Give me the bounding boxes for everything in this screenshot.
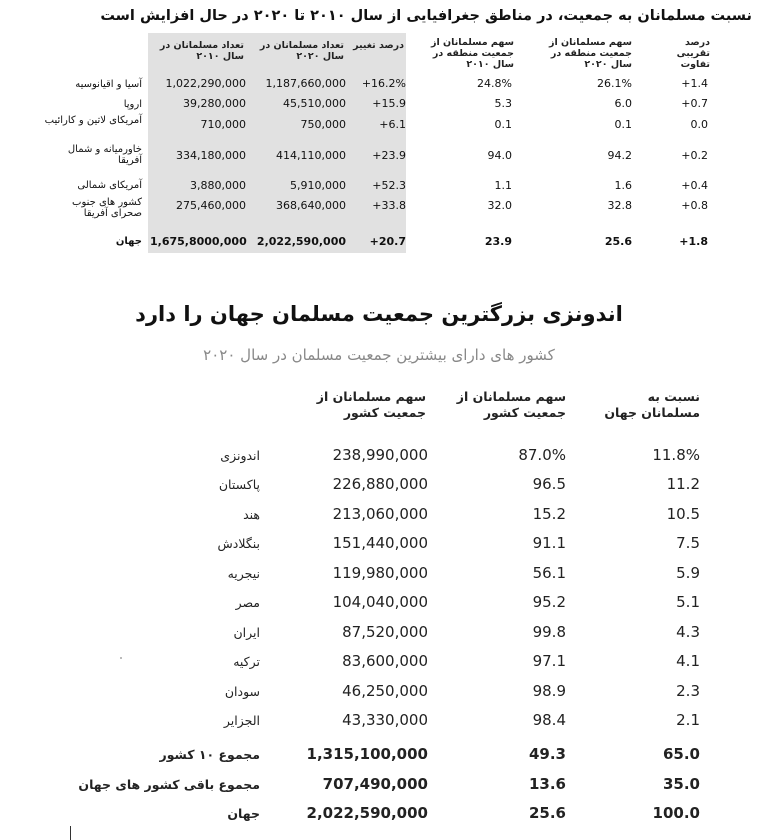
total-population: 2,022,590,000 (306, 804, 428, 822)
region-share-2020: 94.2 (607, 149, 632, 162)
country-label: ترکیه (233, 654, 260, 669)
region-label: کشور های جنوب صحرای آفریقا (72, 197, 142, 219)
region-label: آسیا و اقیانوسیه (75, 79, 142, 90)
total-label: جهان (227, 806, 260, 821)
region-diff: +0.4 (681, 179, 708, 192)
region-diff: +0.7 (681, 97, 708, 110)
stray-dot (120, 657, 122, 659)
region-pop-2020: 750,000 (300, 118, 346, 131)
region-diff: 0.0 (690, 118, 708, 131)
total-world-share: 35.0 (662, 775, 700, 793)
country-share: 15.2 (532, 505, 566, 523)
country-share: 98.4 (532, 711, 566, 729)
region-change: +16.2% (361, 77, 406, 90)
header-change: درصد تغییر (353, 40, 404, 51)
total-population: 1,315,100,000 (306, 745, 428, 763)
region-share-2020: 26.1% (597, 77, 632, 90)
country-share: 99.8 (532, 623, 566, 641)
header-pop-2010: تعداد مسلمانان در سال ۲۰۱۰ (159, 40, 244, 62)
country-label: ایران (233, 625, 260, 640)
country-population: 43,330,000 (342, 711, 428, 729)
region-change: +33.8 (372, 199, 406, 212)
region-change: +52.3 (372, 179, 406, 192)
region-share-2020: 1.6 (614, 179, 632, 192)
country-population: 119,980,000 (332, 564, 428, 582)
country-label: اندونزی (220, 448, 260, 463)
region-pop-2010: 710,000 (200, 118, 246, 131)
region-diff: +1.8 (679, 235, 708, 248)
region-table-title: نسبت مسلمانان به جمعیت، در مناطق جغرافیایی از سال ۲۰۱۰ تا ۲۰۲۰ در حال افزایش است (100, 8, 752, 24)
region-change: +15.9 (372, 97, 406, 110)
region-pop-2020: 45,510,000 (283, 97, 346, 110)
country-population: 213,060,000 (332, 505, 428, 523)
header-share-world: نسبت به مسلمانان جهان (604, 389, 700, 420)
country-table-subtitle: کشور های دارای بیشترین جمعیت مسلمان در سال ۲۰۲۰ (203, 346, 555, 364)
world-share: 7.5 (676, 534, 700, 552)
world-share: 2.3 (676, 682, 700, 700)
region-label: آمریکای لاتین و کارائیب (44, 115, 142, 126)
region-label: اروپا (123, 99, 142, 110)
world-share: 2.1 (676, 711, 700, 729)
region-pop-2010: 1,022,290,000 (165, 77, 246, 90)
region-change: +6.1 (379, 118, 406, 131)
total-country-share: 25.6 (528, 804, 566, 822)
country-label: الجزایر (223, 713, 260, 728)
region-pop-2020: 1,187,660,000 (265, 77, 346, 90)
header-population: سهم مسلمانان از جمعیت کشور (316, 389, 426, 420)
region-pop-2020: 368,640,000 (276, 199, 346, 212)
region-label: جهان (115, 236, 142, 247)
region-diff: +0.8 (681, 199, 708, 212)
region-share-2010: 5.3 (494, 97, 512, 110)
region-diff: +1.4 (681, 77, 708, 90)
country-label: پاکستان (218, 477, 260, 492)
country-population: 151,440,000 (332, 534, 428, 552)
region-share-2020: 25.6 (604, 235, 632, 248)
region-share-2010: 1.1 (494, 179, 512, 192)
region-share-2020: 6.0 (614, 97, 632, 110)
text-cursor (70, 826, 71, 840)
region-share-2010: 0.1 (494, 118, 512, 131)
total-world-share: 100.0 (652, 804, 700, 822)
header-share-2010: سهم مسلمانان از جمعیت منطقه در سال ۲۰۱۰ (430, 37, 514, 70)
header-diff: درصد تقریبی تفاوت (676, 37, 710, 70)
total-label: مجموع ۱۰ کشور (159, 747, 260, 762)
country-share: 91.1 (532, 534, 566, 552)
total-label: مجموع باقی کشور های جهان (78, 777, 260, 792)
region-share-2020: 0.1 (614, 118, 632, 131)
total-country-share: 49.3 (528, 745, 566, 763)
region-pop-2010: 275,460,000 (176, 199, 246, 212)
country-share: 95.2 (532, 593, 566, 611)
world-share: 11.8% (652, 446, 700, 464)
region-pop-2020: 414,110,000 (276, 149, 346, 162)
region-label: آمریکای شمالی (77, 180, 142, 191)
country-share: 87.0% (518, 446, 566, 464)
country-share: 96.5 (532, 475, 566, 493)
country-share: 56.1 (532, 564, 566, 582)
region-pop-2010: 39,280,000 (183, 97, 246, 110)
country-label: نیجریه (227, 566, 260, 581)
region-change: +20.7 (369, 235, 406, 248)
header-pop-2020: تعداد مسلمانان در سال ۲۰۲۰ (259, 40, 344, 62)
total-world-share: 65.0 (662, 745, 700, 763)
region-share-2010: 23.9 (484, 235, 512, 248)
world-share: 4.1 (676, 652, 700, 670)
country-population: 87,520,000 (342, 623, 428, 641)
header-share-2020: سهم مسلمانان از جمعیت منطقه در سال ۲۰۲۰ (548, 37, 632, 70)
country-label: سودان (224, 684, 260, 699)
world-share: 10.5 (666, 505, 700, 523)
total-population: 707,490,000 (322, 775, 428, 793)
world-share: 4.3 (676, 623, 700, 641)
region-pop-2010: 1,675,8000,000 (150, 235, 247, 248)
country-label: بنگلادش (217, 536, 260, 551)
region-pop-2010: 3,880,000 (190, 179, 246, 192)
country-population: 238,990,000 (332, 446, 428, 464)
world-share: 5.1 (676, 593, 700, 611)
header-share-country: سهم مسلمانان از جمعیت کشور (456, 389, 566, 420)
country-population: 226,880,000 (332, 475, 428, 493)
region-label: خاورمیانه و شمال آفریقا (67, 144, 142, 166)
region-diff: +0.2 (681, 149, 708, 162)
world-share: 5.9 (676, 564, 700, 582)
country-population: 104,040,000 (332, 593, 428, 611)
country-population: 83,600,000 (342, 652, 428, 670)
region-share-2010: 32.0 (487, 199, 512, 212)
region-pop-2020: 2,022,590,000 (256, 235, 346, 248)
country-table-title: اندونزی بزرگترین جمعیت مسلمان جهان را دارد (135, 302, 623, 326)
world-share: 11.2 (666, 475, 700, 493)
region-change: +23.9 (372, 149, 406, 162)
region-share-2010: 94.0 (487, 149, 512, 162)
region-share-2020: 32.8 (607, 199, 632, 212)
country-label: مصر (235, 595, 260, 610)
country-share: 98.9 (532, 682, 566, 700)
total-country-share: 13.6 (528, 775, 566, 793)
highlight-background (148, 33, 406, 253)
region-share-2010: 24.8% (477, 77, 512, 90)
country-share: 97.1 (532, 652, 566, 670)
country-label: هند (243, 507, 260, 522)
region-pop-2020: 5,910,000 (290, 179, 346, 192)
region-pop-2010: 334,180,000 (176, 149, 246, 162)
country-population: 46,250,000 (342, 682, 428, 700)
